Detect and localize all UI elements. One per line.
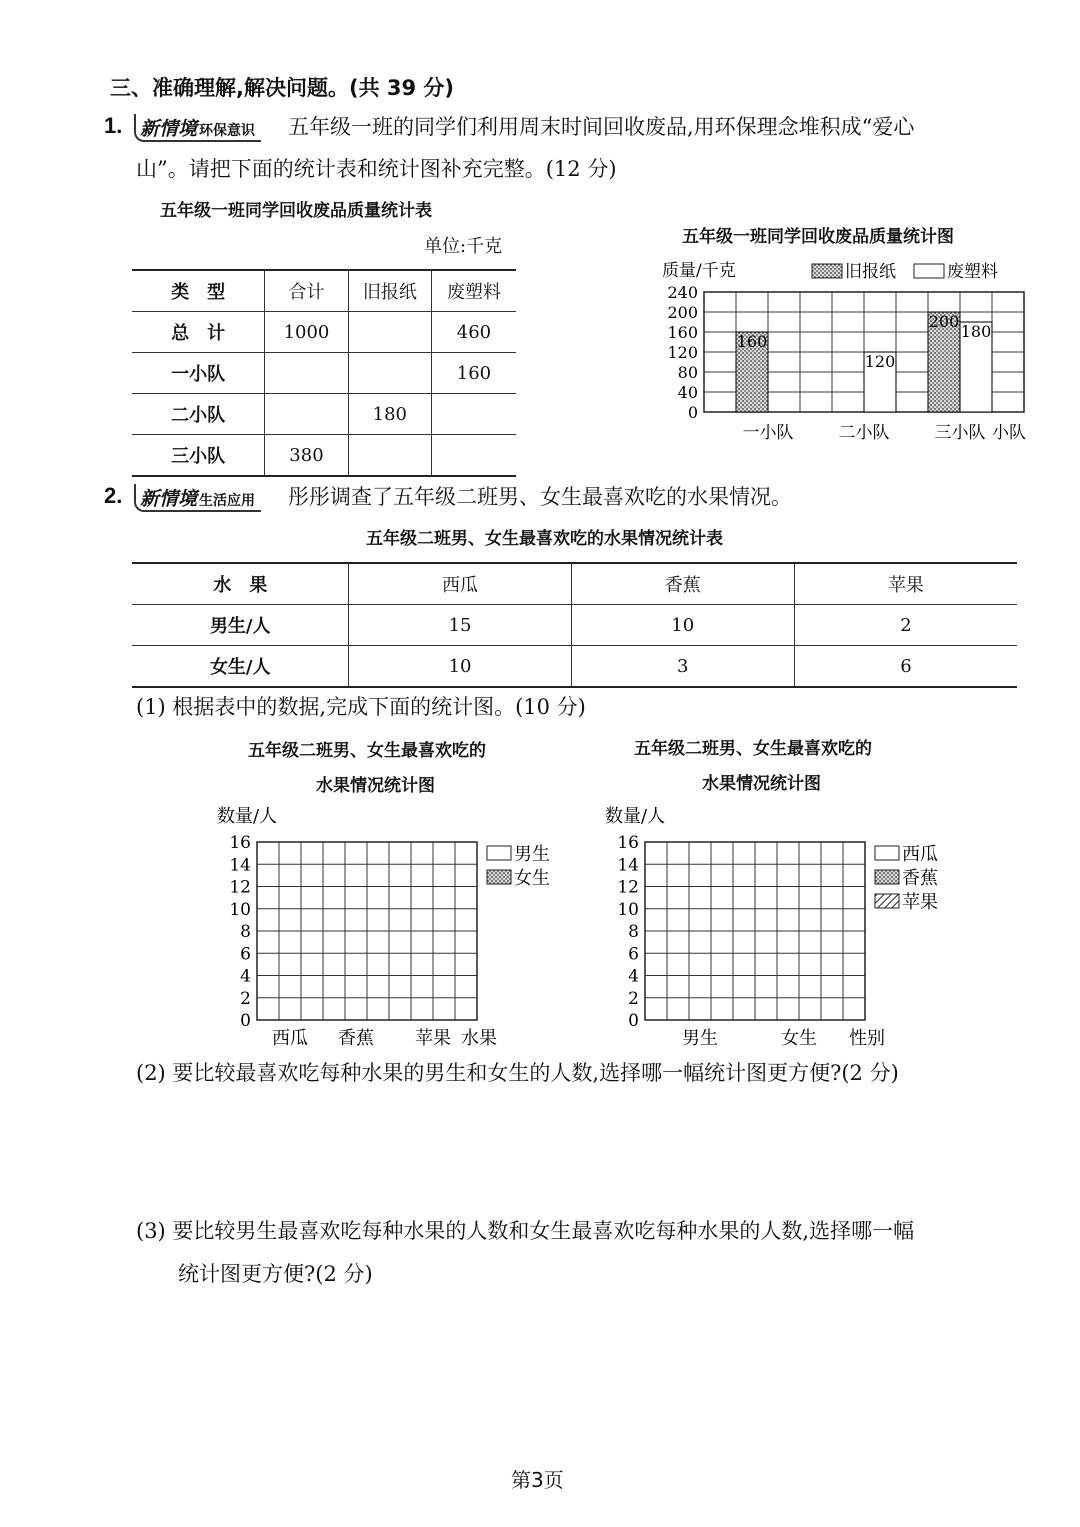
table-cell: 二小队 — [132, 394, 265, 435]
y-tick-label: 0 — [240, 1011, 251, 1031]
y-tick-label: 120 — [667, 343, 698, 362]
x-axis-end-label: 小队 — [992, 423, 1026, 443]
table-cell: 男生/人 — [132, 605, 349, 646]
table-cell — [348, 312, 431, 353]
question-1-text-line1: 五年级一班的同学们利用周末时间回收废品,用环保理念堆积成“爱心 — [288, 115, 915, 139]
table-cell: 380 — [265, 435, 349, 477]
table-cell — [265, 394, 349, 435]
table-header-cell: 旧报纸 — [348, 270, 431, 312]
legend-label: 香蕉 — [902, 868, 938, 889]
x-axis-end-label: 性别 — [849, 1028, 885, 1049]
y-tick-label: 160 — [667, 323, 698, 342]
table-header-row — [132, 563, 1017, 605]
x-tick-label: 苹果 — [415, 1028, 451, 1049]
question-2-number: 2. — [104, 483, 123, 508]
question-1-text-line2: 山”。请把下面的统计表和统计图补充完整。(12 分) — [136, 157, 617, 181]
table-cell — [348, 353, 431, 394]
y-axis-label: 数量/人 — [217, 806, 278, 827]
chart-a-title-line2: 水果情况统计图 — [316, 776, 435, 796]
q2-sub1: (1) 根据表中的数据,完成下面的统计图。(10 分) — [136, 695, 586, 719]
q1-table-unit: 单位:千克 — [424, 236, 503, 257]
table-cell: 15 — [349, 605, 571, 646]
chart-a-title-line1: 五年级二班男、女生最喜欢吃的 — [248, 741, 486, 761]
y-tick-label: 240 — [667, 283, 698, 302]
table-header-row — [132, 270, 516, 312]
table-cell — [431, 435, 516, 477]
x-axis-end-label: 水果 — [461, 1028, 497, 1049]
y-tick-label: 12 — [229, 877, 251, 898]
x-tick-label: 二小队 — [838, 423, 890, 443]
y-tick-label: 10 — [229, 899, 251, 920]
question-2-text: 彤彤调查了五年级二班男、女生最喜欢吃的水果情况。 — [288, 485, 792, 509]
x-tick-label: 女生 — [781, 1028, 817, 1049]
question-2-tag — [134, 484, 261, 512]
question-1-number: 1. — [104, 113, 123, 138]
q1-table-title: 五年级一班同学回收废品质量统计表 — [160, 201, 432, 221]
legend-label: 苹果 — [902, 892, 938, 913]
data-label: 200 — [928, 312, 960, 331]
table-header-cell: 类 型 — [132, 270, 265, 312]
table-cell — [265, 353, 349, 394]
legend-swatch — [875, 846, 899, 860]
x-tick-label: 三小队 — [934, 423, 986, 443]
table-cell: 10 — [349, 646, 571, 688]
table-cell: 三小队 — [132, 435, 265, 477]
table-header-cell: 水 果 — [132, 563, 349, 605]
table-header-cell: 西瓜 — [349, 563, 571, 605]
legend-swatch-1 — [914, 264, 944, 278]
chart-b-title-line2: 水果情况统计图 — [702, 774, 821, 794]
tag-sub: 环保意识 — [199, 123, 256, 139]
legend-label: 女生 — [514, 868, 550, 889]
table-row — [132, 394, 516, 435]
chart-b-title-line1: 五年级二班男、女生最喜欢吃的 — [634, 739, 872, 759]
q2-sub3-line2: 统计图更方便?(2 分) — [178, 1262, 373, 1286]
legend-swatch — [875, 870, 899, 884]
legend-label: 男生 — [514, 844, 550, 865]
legend-swatch — [487, 870, 511, 884]
y-tick-label: 200 — [667, 303, 698, 322]
tag-sub: 生活应用 — [199, 493, 256, 509]
q1-table — [132, 269, 516, 477]
table-cell: 10 — [571, 605, 794, 646]
x-tick-label: 一小队 — [742, 423, 794, 443]
table-cell: 6 — [794, 646, 1017, 688]
table-row — [132, 353, 516, 394]
table-header-cell: 香蕉 — [571, 563, 794, 605]
data-label: 180 — [960, 322, 992, 341]
q2-sub2: (2) 要比较最喜欢吃每种水果的男生和女生的人数,选择哪一幅统计图更方便?(2 分) — [136, 1061, 899, 1085]
y-tick-label: 2 — [628, 988, 639, 1009]
table-cell — [431, 394, 516, 435]
legend-swatch — [487, 846, 511, 860]
y-tick-label: 4 — [240, 966, 251, 987]
table-row — [132, 646, 1017, 688]
table-cell: 1000 — [265, 312, 349, 353]
table-header-cell: 苹果 — [794, 563, 1017, 605]
legend-swatch-0 — [812, 264, 842, 278]
y-tick-label: 0 — [687, 403, 698, 422]
legend-label: 旧报纸 — [845, 262, 896, 282]
table-row — [132, 435, 516, 477]
question-1-tag — [134, 114, 261, 142]
section-title: 三、准确理解,解决问题。(共 39 分) — [110, 76, 455, 100]
table-cell: 2 — [794, 605, 1017, 646]
y-tick-label: 8 — [628, 922, 639, 942]
legend-label: 西瓜 — [902, 844, 938, 865]
q2-table-title: 五年级二班男、女生最喜欢吃的水果情况统计表 — [366, 529, 723, 549]
table-cell: 180 — [348, 394, 431, 435]
page-number: 第3页 — [511, 1468, 564, 1492]
table-cell — [348, 435, 431, 477]
y-tick-label: 8 — [240, 922, 251, 942]
table-cell: 总 计 — [132, 312, 265, 353]
q2-chart-gender — [603, 800, 948, 1050]
tag-main: 新情境 — [140, 488, 198, 510]
q2-sub3-line1: (3) 要比较男生最喜欢吃每种水果的人数和女生最喜欢吃每种水果的人数,选择哪一幅 — [136, 1219, 915, 1243]
table-cell: 3 — [571, 646, 794, 688]
table-row — [132, 605, 1017, 646]
y-tick-label: 16 — [617, 833, 639, 853]
data-label: 120 — [864, 352, 896, 371]
q1-bar-chart — [650, 252, 1040, 448]
y-tick-label: 0 — [628, 1011, 639, 1031]
table-cell: 一小队 — [132, 353, 265, 394]
y-axis-label: 数量/人 — [605, 806, 666, 827]
tag-main: 新情境 — [140, 118, 198, 140]
y-tick-label: 80 — [677, 363, 698, 382]
q1-chart-title: 五年级一班同学回收废品质量统计图 — [682, 227, 954, 247]
legend-label: 废塑料 — [947, 262, 998, 282]
table-row — [132, 312, 516, 353]
y-tick-label: 6 — [628, 944, 639, 965]
y-tick-label: 14 — [229, 855, 251, 876]
data-label: 160 — [736, 332, 768, 351]
x-tick-label: 香蕉 — [338, 1028, 374, 1049]
y-axis-label: 质量/千克 — [662, 261, 736, 281]
table-header-cell: 合计 — [265, 270, 349, 312]
table-cell: 160 — [431, 353, 516, 394]
y-tick-label: 14 — [617, 855, 639, 876]
table-header-cell: 废塑料 — [431, 270, 516, 312]
q2-table — [132, 562, 1017, 688]
table-cell: 460 — [431, 312, 516, 353]
y-tick-label: 6 — [240, 944, 251, 965]
y-tick-label: 2 — [240, 988, 251, 1009]
y-tick-label: 4 — [628, 966, 639, 987]
y-tick-label: 10 — [617, 899, 639, 920]
table-cell: 女生/人 — [132, 646, 349, 688]
q2-chart-fruit — [215, 800, 560, 1050]
y-tick-label: 40 — [677, 383, 698, 402]
x-tick-label: 西瓜 — [272, 1028, 308, 1049]
x-tick-label: 男生 — [682, 1028, 718, 1049]
y-tick-label: 12 — [617, 877, 639, 898]
legend-swatch — [875, 894, 899, 908]
y-tick-label: 16 — [229, 833, 251, 853]
